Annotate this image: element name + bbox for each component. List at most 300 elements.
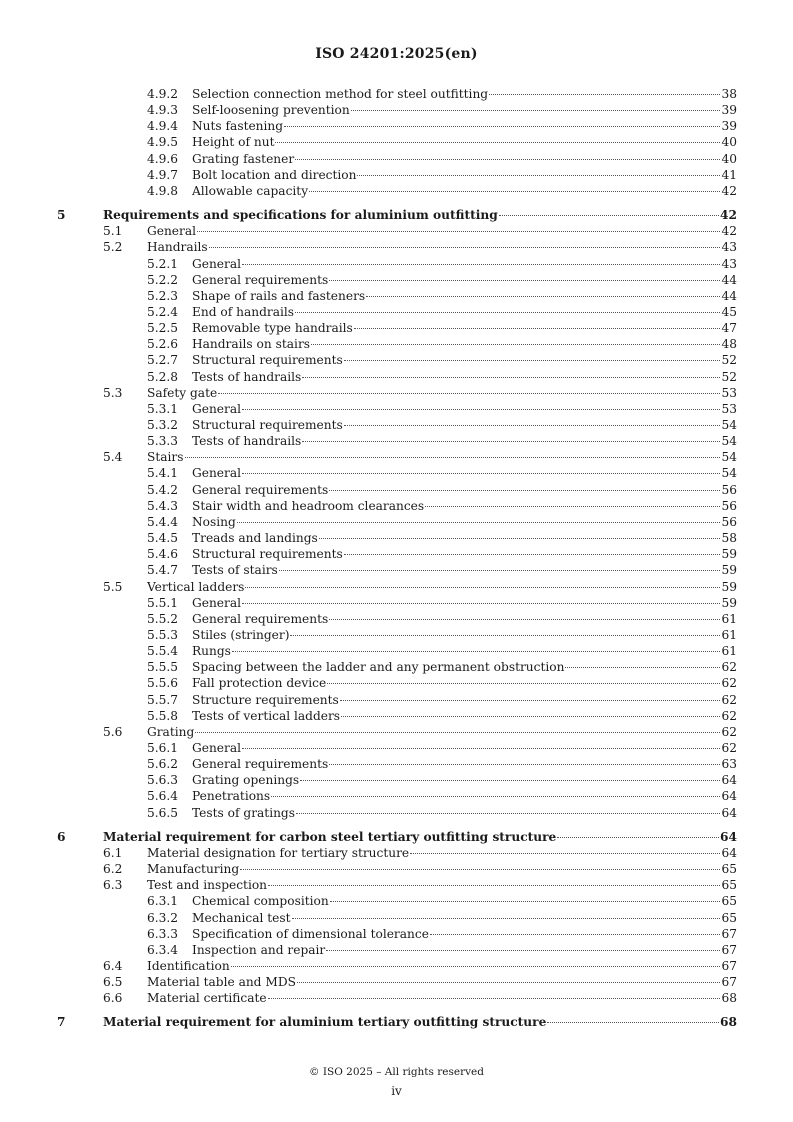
toc-entry-title-line [147,974,737,990]
toc-dot-leader [271,796,720,797]
toc-entry[interactable] [0,845,793,861]
toc-entry-page: 42 [721,183,737,198]
toc-entry[interactable] [0,223,793,239]
toc-entry-number: 6.3.1 [147,894,179,909]
toc-entry-number: 6.6 [103,991,123,1006]
toc-entry-title: Grating openings [192,773,300,788]
toc-entry-number: 5 [57,208,66,223]
toc-entry-page: 56 [721,482,737,497]
toc-dot-leader [557,837,719,838]
toc-entry[interactable] [0,151,793,167]
toc-dot-leader [341,716,720,717]
toc-entry-title: Grating [147,724,195,739]
toc-entry-number: 5.5.6 [147,676,179,691]
toc-entry-title-line [192,708,737,724]
toc-entry-number: 5.4.1 [147,466,179,481]
toc-dot-leader [275,142,720,143]
toc-entry-page: 67 [721,926,737,941]
toc-entry-title-line [192,482,737,498]
toc-entry-title: Shape of rails and fasteners [192,288,366,303]
toc-entry-number: 5.4.3 [147,498,179,513]
toc-dot-leader [425,506,720,507]
toc-entry-page: 67 [721,958,737,973]
toc-entry[interactable] [0,207,793,223]
toc-entry[interactable] [0,659,793,675]
toc-entry-number: 5.2.5 [147,321,179,336]
toc-dot-leader [195,732,720,733]
toc-entry[interactable] [0,611,793,627]
toc-dot-leader [329,280,720,281]
toc-entry-page: 48 [721,337,737,352]
toc-entry-title: Stairs [147,450,184,465]
toc-entry-title: General requirements [192,482,329,497]
toc-entry[interactable] [0,772,793,788]
toc-entry-title: Structure requirements [192,692,339,707]
toc-entry-title: Mechanical test [192,910,291,925]
toc-entry-page: 58 [721,531,737,545]
toc-entry[interactable] [0,369,793,385]
toc-entry-number: 5.6.2 [147,757,179,772]
toc-entry-number: 5.6.5 [147,805,179,820]
toc-dot-leader [296,813,720,814]
toc-entry-title-line [103,1014,737,1030]
toc-entry-number: 5.4.4 [147,514,179,529]
toc-dot-leader [354,328,721,329]
toc-entry[interactable] [0,990,793,1006]
toc-entry[interactable] [0,579,793,595]
toc-dot-leader [330,901,721,902]
toc-entry[interactable] [0,708,793,724]
toc-entry-page: 42 [721,224,737,239]
toc-entry-title: Selection connection method for steel outfitting [192,87,489,101]
toc-entry-title-line [147,861,737,877]
toc-entry-title: Tests of vertical ladders [192,708,341,723]
toc-dot-leader [327,683,720,684]
toc-entry-page: 65 [721,862,737,876]
toc-entry-number: 5.5.3 [147,627,179,642]
toc-entry-title: Structural requirements [192,353,343,368]
toc-entry-page: 54 [721,418,737,432]
toc-entry-page: 64 [721,773,737,788]
toc-entry-page: 59 [721,563,737,578]
toc-entry-title-line [192,465,737,481]
toc-dot-leader [245,587,720,588]
toc-entry-title: Identification [147,958,230,973]
toc-entry-title: Self-loosening prevention [192,103,350,118]
toc-entry-title: General [192,256,241,271]
copyright-footer: © ISO 2025 – All rights reserved [309,1066,484,1078]
toc-dot-leader [302,441,720,442]
toc-entry-number: 5.2.8 [147,369,179,384]
toc-entry-page: 56 [721,514,737,529]
toc-dot-leader [185,457,721,458]
page-number: iv [391,1084,402,1098]
toc-entry-page: 45 [721,305,737,319]
toc-entry[interactable] [0,401,793,417]
toc-entry[interactable] [0,498,793,514]
toc-entry-title-line [192,288,737,304]
toc-entry[interactable] [0,724,793,740]
toc-entry-page: 67 [721,942,737,957]
toc-entry[interactable] [0,562,793,578]
toc-entry-title-line [192,910,737,926]
toc-entry-title-line [192,352,737,368]
toc-entry-title: Stair width and headroom clearances [192,498,425,513]
toc-dot-leader [232,651,721,652]
toc-entry-title-line [192,320,737,336]
toc-entry-title: Material table and MDS [147,975,296,990]
toc-entry[interactable] [0,829,793,845]
toc-dot-leader [300,780,720,781]
toc-entry-title: Requirements and specifications for aluminium outfitting [103,208,498,223]
toc-entry-page: 42 [720,208,737,223]
toc-entry-number: 4.9.6 [147,151,179,166]
toc-entry-page: 44 [721,272,737,287]
toc-entry-title: Rungs [192,644,231,659]
toc-entry-title-line [192,805,737,821]
toc-entry-number: 4.9.5 [147,135,179,150]
toc-entry-number: 5.2.7 [147,353,179,368]
toc-entry-title: Structural requirements [192,418,343,432]
toc-dot-leader [279,570,721,571]
toc-dot-leader [218,393,720,394]
toc-entry-number: 5.1 [103,224,123,239]
toc-entry-title-line [192,183,737,199]
toc-entry[interactable] [0,449,793,465]
toc-entry[interactable] [0,86,793,102]
toc-entry-page: 59 [721,547,737,562]
toc-entry[interactable] [0,675,793,691]
toc-entry-title-line [147,579,737,595]
toc-entry[interactable] [0,256,793,272]
toc-entry-page: 62 [721,724,737,739]
toc-entry[interactable] [0,926,793,942]
toc-entry[interactable] [0,514,793,530]
toc-entry[interactable] [0,352,793,368]
toc-entry-number: 4.9.4 [147,119,179,134]
toc-dot-leader [295,159,720,160]
toc-entry-title-line [147,845,737,861]
toc-entry-page: 53 [721,385,737,400]
toc-entry[interactable] [0,627,793,643]
toc-entry-page: 65 [721,894,737,909]
toc-entry[interactable] [0,958,793,974]
toc-entry[interactable] [0,942,793,958]
toc-entry-title-line [192,893,737,909]
toc-dot-leader [489,94,720,95]
toc-dot-leader [284,126,720,127]
toc-entry-title-line [192,675,737,691]
toc-dot-leader [242,409,720,410]
toc-entry-title-line [147,877,737,893]
toc-entry-title: Tests of gratings [192,805,295,820]
toc-entry-number: 5.2.1 [147,256,179,271]
toc-entry-number: 5.5.4 [147,644,179,659]
toc-entry-number: 5.6.4 [147,789,179,804]
toc-entry-title-line [192,611,737,627]
toc-entry-page: 68 [721,991,737,1006]
toc-dot-leader [410,853,720,854]
toc-entry[interactable] [0,805,793,821]
toc-entry-title: End of handrails [192,305,295,319]
toc-entry-number: 4.9.8 [147,183,179,198]
toc-dot-leader [344,360,721,361]
toc-entry[interactable] [0,288,793,304]
toc-entry-page: 54 [721,434,737,449]
toc-entry-page: 39 [721,119,737,134]
toc-entry-page: 44 [721,288,737,303]
toc-entry-title-line [192,659,737,675]
toc-entry[interactable] [0,643,793,659]
toc-entry-page: 40 [721,151,737,166]
toc-entry[interactable] [0,239,793,255]
toc-entry[interactable] [0,530,793,546]
toc-entry-number: 4.9.7 [147,167,179,182]
toc-entry-title: Safety gate [147,385,218,400]
toc-dot-leader [302,377,720,378]
toc-entry[interactable] [0,756,793,772]
toc-entry-number: 6 [57,829,66,844]
toc-dot-leader [295,312,720,313]
toc-entry-title-line [192,546,737,562]
toc-entry-title-line [192,86,737,102]
toc-dot-leader [311,344,720,345]
toc-dot-leader [242,748,720,749]
toc-entry[interactable] [0,788,793,804]
toc-entry[interactable] [0,433,793,449]
toc-entry-number: 5.5.1 [147,595,179,610]
toc-entry[interactable] [0,974,793,990]
toc-entry[interactable] [0,546,793,562]
toc-entry-title: General requirements [192,272,329,287]
toc-entry-page: 65 [721,910,737,925]
toc-entry-number: 6.3.3 [147,926,179,941]
toc-entry[interactable] [0,861,793,877]
toc-entry-title-line [147,449,737,465]
toc-entry-page: 64 [720,829,737,844]
toc-entry[interactable] [0,877,793,893]
toc-entry[interactable] [0,320,793,336]
toc-entry-title: General [192,466,241,481]
toc-entry-title: Handrails on stairs [192,337,311,352]
toc-dot-leader [547,1022,719,1023]
toc-entry[interactable] [0,183,793,199]
toc-entry-page: 62 [721,676,737,691]
toc-entry-title: General [192,595,241,610]
toc-entry-number: 6.3.4 [147,942,179,957]
toc-entry[interactable] [0,118,793,134]
toc-entry-title: Tests of handrails [192,434,302,449]
toc-entry[interactable] [0,1014,793,1030]
toc-entry-number: 5.2 [103,240,123,255]
toc-entry-title-line [103,207,737,223]
toc-entry-page: 62 [721,741,737,755]
toc-entry-title-line [192,756,737,772]
toc-entry-title-line [192,433,737,449]
toc-entry-number: 5.5.8 [147,708,179,723]
toc-entry[interactable] [0,134,793,150]
toc-entry-title: Tests of handrails [192,369,302,384]
toc-entry-number: 5.2.3 [147,288,179,303]
toc-entry-page: 64 [721,805,737,820]
toc-entry-title-line [147,990,737,1006]
toc-entry-title: Structural requirements [192,547,343,562]
toc-dot-leader [290,635,720,636]
toc-entry-title-line [192,942,737,958]
toc-dot-leader [430,934,721,935]
toc-entry-title-line [192,401,737,417]
toc-entry-title: Material designation for tertiary structure [147,845,410,860]
toc-entry-title: General requirements [192,611,329,626]
toc-entry-page: 54 [721,450,737,465]
toc-entry-title: Vertical ladders [147,579,245,594]
toc-entry-page: 68 [720,1015,737,1030]
toc-entry-number: 5.3.3 [147,434,179,449]
toc-entry-page: 67 [721,975,737,990]
toc-entry-page: 40 [721,135,737,150]
toc-entry-title: Tests of stairs [192,563,278,578]
toc-entry-page: 43 [721,240,737,255]
toc-entry-page: 53 [721,401,737,416]
toc-entry-title: Spacing between the ladder and any permanent obstruction [192,660,565,675]
toc-entry-number: 5.2.6 [147,337,179,352]
toc-entry-page: 47 [721,321,737,336]
toc-dot-leader [309,191,720,192]
toc-entry-number: 5.2.4 [147,305,179,319]
toc-entry-title-line [192,530,737,546]
toc-entry[interactable] [0,385,793,401]
toc-dot-leader [209,247,721,248]
toc-entry-page: 61 [721,644,737,659]
toc-entry[interactable] [0,167,793,183]
toc-entry-page: 62 [721,708,737,723]
toc-entry-number: 5.5.5 [147,660,179,675]
toc-entry[interactable] [0,893,793,909]
toc-entry-page: 61 [721,627,737,642]
toc-entry-title: Allowable capacity [192,183,309,198]
toc-entry-title-line [147,385,737,401]
toc-entry-title: Stiles (stringer) [192,627,290,642]
toc-entry-title: Penetrations [192,789,271,804]
toc-entry-number: 7 [57,1015,66,1030]
toc-entry-number: 6.3.2 [147,910,179,925]
toc-entry[interactable] [0,910,793,926]
toc-dot-leader [329,619,720,620]
toc-entry-title-line [192,498,737,514]
toc-entry[interactable] [0,465,793,481]
toc-dot-leader [231,966,721,967]
toc-entry-number: 5.4 [103,450,123,465]
toc-entry-title-line [147,958,737,974]
toc-entry-number: 5.3.1 [147,401,179,416]
toc-entry-title: Material certificate [147,991,267,1006]
toc-entry-title: Inspection and repair [192,942,326,957]
toc-entry-title: Specification of dimensional tolerance [192,926,429,941]
toc-entry-title-line [192,926,737,942]
toc-entry-page: 52 [721,369,737,384]
toc-entry-page: 62 [721,660,737,675]
toc-entry-page: 65 [721,878,737,893]
toc-dot-leader [197,231,720,232]
toc-entry-title: Bolt location and direction [192,167,357,182]
toc-entry-title-line [147,223,737,239]
toc-entry-page: 38 [721,87,737,101]
toc-dot-leader [242,473,720,474]
toc-dot-leader [329,490,720,491]
toc-entry[interactable] [0,417,793,433]
toc-entry-title: Fall protection device [192,676,327,691]
toc-entry-page: 61 [721,611,737,626]
toc-entry-title-line [192,118,737,134]
toc-entry-title-line [147,724,737,740]
toc-entry-title: Material requirement for carbon steel tertiary outfitting structure [103,829,557,844]
toc-entry-title-line [192,151,737,167]
toc-entry[interactable] [0,304,793,320]
toc-entry-title: General [147,224,196,239]
toc-entry-title: Test and inspection [147,878,268,893]
toc-entry-title: Grating fastener [192,151,295,166]
toc-entry[interactable] [0,740,793,756]
toc-entry-title-line [192,304,737,320]
toc-entry-number: 5.6.3 [147,773,179,788]
toc-entry-page: 54 [721,466,737,481]
toc-entry-title-line [192,788,737,804]
toc-entry-title: Manufacturing [147,862,240,876]
toc-entry-title-line [103,829,737,845]
toc-entry-number: 5.4.5 [147,531,179,545]
toc-entry-title-line [192,102,737,118]
toc-entry-title-line [192,417,737,433]
toc-entry-page: 63 [721,757,737,772]
toc-dot-leader [326,950,720,951]
toc-entry-number: 5.6.1 [147,741,179,755]
toc-dot-leader [344,554,721,555]
toc-entry-number: 4.9.2 [147,87,179,101]
toc-entry-page: 56 [721,498,737,513]
toc-entry[interactable] [0,272,793,288]
toc-entry[interactable] [0,482,793,498]
toc-entry-title: Material requirement for aluminium tertiary outfitting structure [103,1015,547,1030]
toc-entry-title-line [192,627,737,643]
toc-dot-leader [329,764,720,765]
toc-entry-page: 64 [721,845,737,860]
toc-dot-leader [268,885,720,886]
toc-entry-number: 5.4.6 [147,547,179,562]
toc-entry[interactable] [0,102,793,118]
toc-entry-title: Nuts fastening [192,119,284,134]
toc-entry-title: Chemical composition [192,894,329,909]
toc-entry-title-line [147,239,737,255]
toc-entry-title: Height of nut [192,135,275,150]
toc-dot-leader [240,869,720,870]
toc-entry-title: Treads and landings [192,531,318,545]
toc-entry-title: Removable type handrails [192,321,353,336]
toc-entry[interactable] [0,595,793,611]
toc-entry-title: Handrails [147,240,208,255]
toc-entry-title-line [192,562,737,578]
toc-entry[interactable] [0,336,793,352]
toc-entry-number: 6.5 [103,975,123,990]
toc-entry-number: 5.6 [103,724,123,739]
toc-dot-leader [242,603,720,604]
toc-entry[interactable] [0,692,793,708]
toc-dot-leader [242,264,720,265]
toc-entry-page: 39 [721,103,737,118]
toc-entry-title-line [192,740,737,756]
toc-entry-page: 41 [721,167,737,182]
toc-entry-number: 4.9.3 [147,103,179,118]
toc-entry-number: 5.2.2 [147,272,179,287]
